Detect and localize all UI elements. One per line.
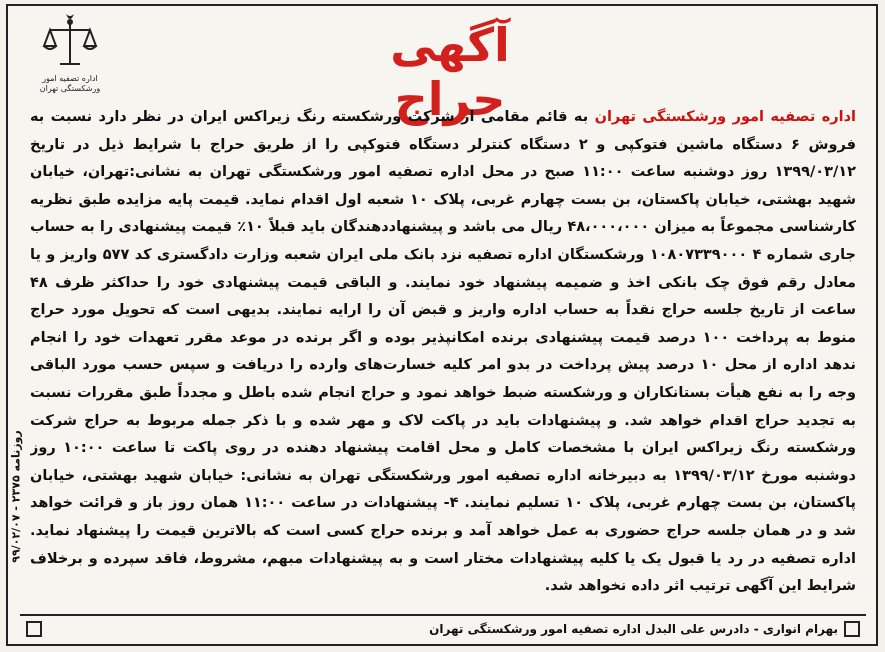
side-strip-text: روزنامه ۲۳۷۵ - ۹۹/۰۲/۰۷ [9, 430, 23, 563]
footer-signature: بهرام انواری - دادرس علی البدل اداره تصفیه امور ورشکستگی تهران [429, 622, 838, 636]
notice-lead: اداره تصفیه امور ورشکستگی تهران [594, 109, 856, 125]
side-strip [4, 380, 26, 620]
square-icon [844, 621, 860, 637]
notice-text: به قائم مقامی از شرکت ورشکسته رنگ زیراکس ایران در نظر دارد نسبت به فروش ۶ دستگاه ماشین فتوکپی و ۲ دستگاه کنترلر دستگاه فتوکپی را از طریق حراج با شرایط ذیل در تاریخ ۱۳۹۹/۰۳/۱۲ روز دوشنبه ساعت ۱۱:۰۰ صبح در محل اداره تصفیه امور ورشکستگی تهران به نشانی:تهران، خیابان شهید بهشتی، خیابان پاکستان، بن بست چهارم غربی، پلاک ۱۰ شعبه اول اقدام نماید. قیمت پایه مزایده طبق نظریه کارشناسی مجموعاً به میزان ۴۸،۰۰۰،۰۰۰ ریال می باشد و پیشنهاددهندگان باید قبلاً ۱۰٪ قیمت پیشنهادی را به حساب جاری شماره ۴ ۱۰۸۰۷۳۳۹۰۰۰ ورشکستگان اداره تصفیه نزد بانک ملی ایران شعبه وزارت دادگستری کد ۵۷۷ واریز و یا معادل رقم فوق چک بانکی اخذ و ضمیمه پیشنهاد خود نمایند. و الباقی قیمت پیشنهادی خود را حداکثر ظرف ۴۸ ساعت از تاریخ جلسه حراج نقداً به حساب اداره واریز و قبض آن را ارایه نمایند. بدیهی است که تحویل مورد حراج منوط به پرداخت ۱۰۰ درصد قیمت پیشنهادی برنده امکانپذیر بوده و اگر برنده در موعد مقرر تعهدات خود را انجام ندهد اداره از محل ۱۰ درصد پیش پرداخت در بدو امر کلیه خسارت‌های وارده را دریافت و سپس حسب مورد الباقی وجه را به نفع هیأت بستانکاران و ورشکسته ضبط خواهد نمود و حراج انجام شده باطل و مجدداً طبق مقررات نسبت به تجدید حراج اقدام خواهد شد. و پیشنهادات باید در پاکت لاک و مهر شده و با ذکر جمله مربوط به حراج شرکت ورشکسته رنگ زیراکس ایران با مشخصات کامل و محل اقامت پیشنهاد دهنده در روی پاکت تا ساعت ۱۰:۰۰ روز دوشنبه مورخ ۱۳۹۹/۰۳/۱۲ به دبیرخانه اداره تصفیه امور ورشکستگی تهران به نشانی: خیابان شهید بهشتی، خیابان پاکستان، بن بست چهارم غربی، پلاک ۱۰ تسلیم نمایند. ۴- پیشنهادات در ساعت ۱۱:۰۰ همان روز باز و قرائت خواهد شد و در همان جلسه حراج حضوری به عمل خواهد آمد و برنده حراج کسی است که بالاترین قیمت را پیشنهاد نماید. اداره تصفیه در رد یا قبول یک یا کلیه پیشنهادات مختار است و به پیشنهادات مبهم، مشروط، فاقد سپرده و برخلاف شرایط این آگهی ترتیب اثر داده نخواهد شد. [30, 109, 856, 595]
footer-signature-group [429, 621, 866, 637]
emblem-caption: اداره تصفیه امور ورشکستگی تهران [39, 74, 101, 93]
scales-of-justice-icon [40, 12, 100, 74]
square-icon [26, 621, 42, 637]
page-title: آگهی حراج [390, 18, 510, 126]
emblem [30, 12, 110, 102]
notice-body [30, 104, 856, 604]
footer [20, 614, 866, 642]
